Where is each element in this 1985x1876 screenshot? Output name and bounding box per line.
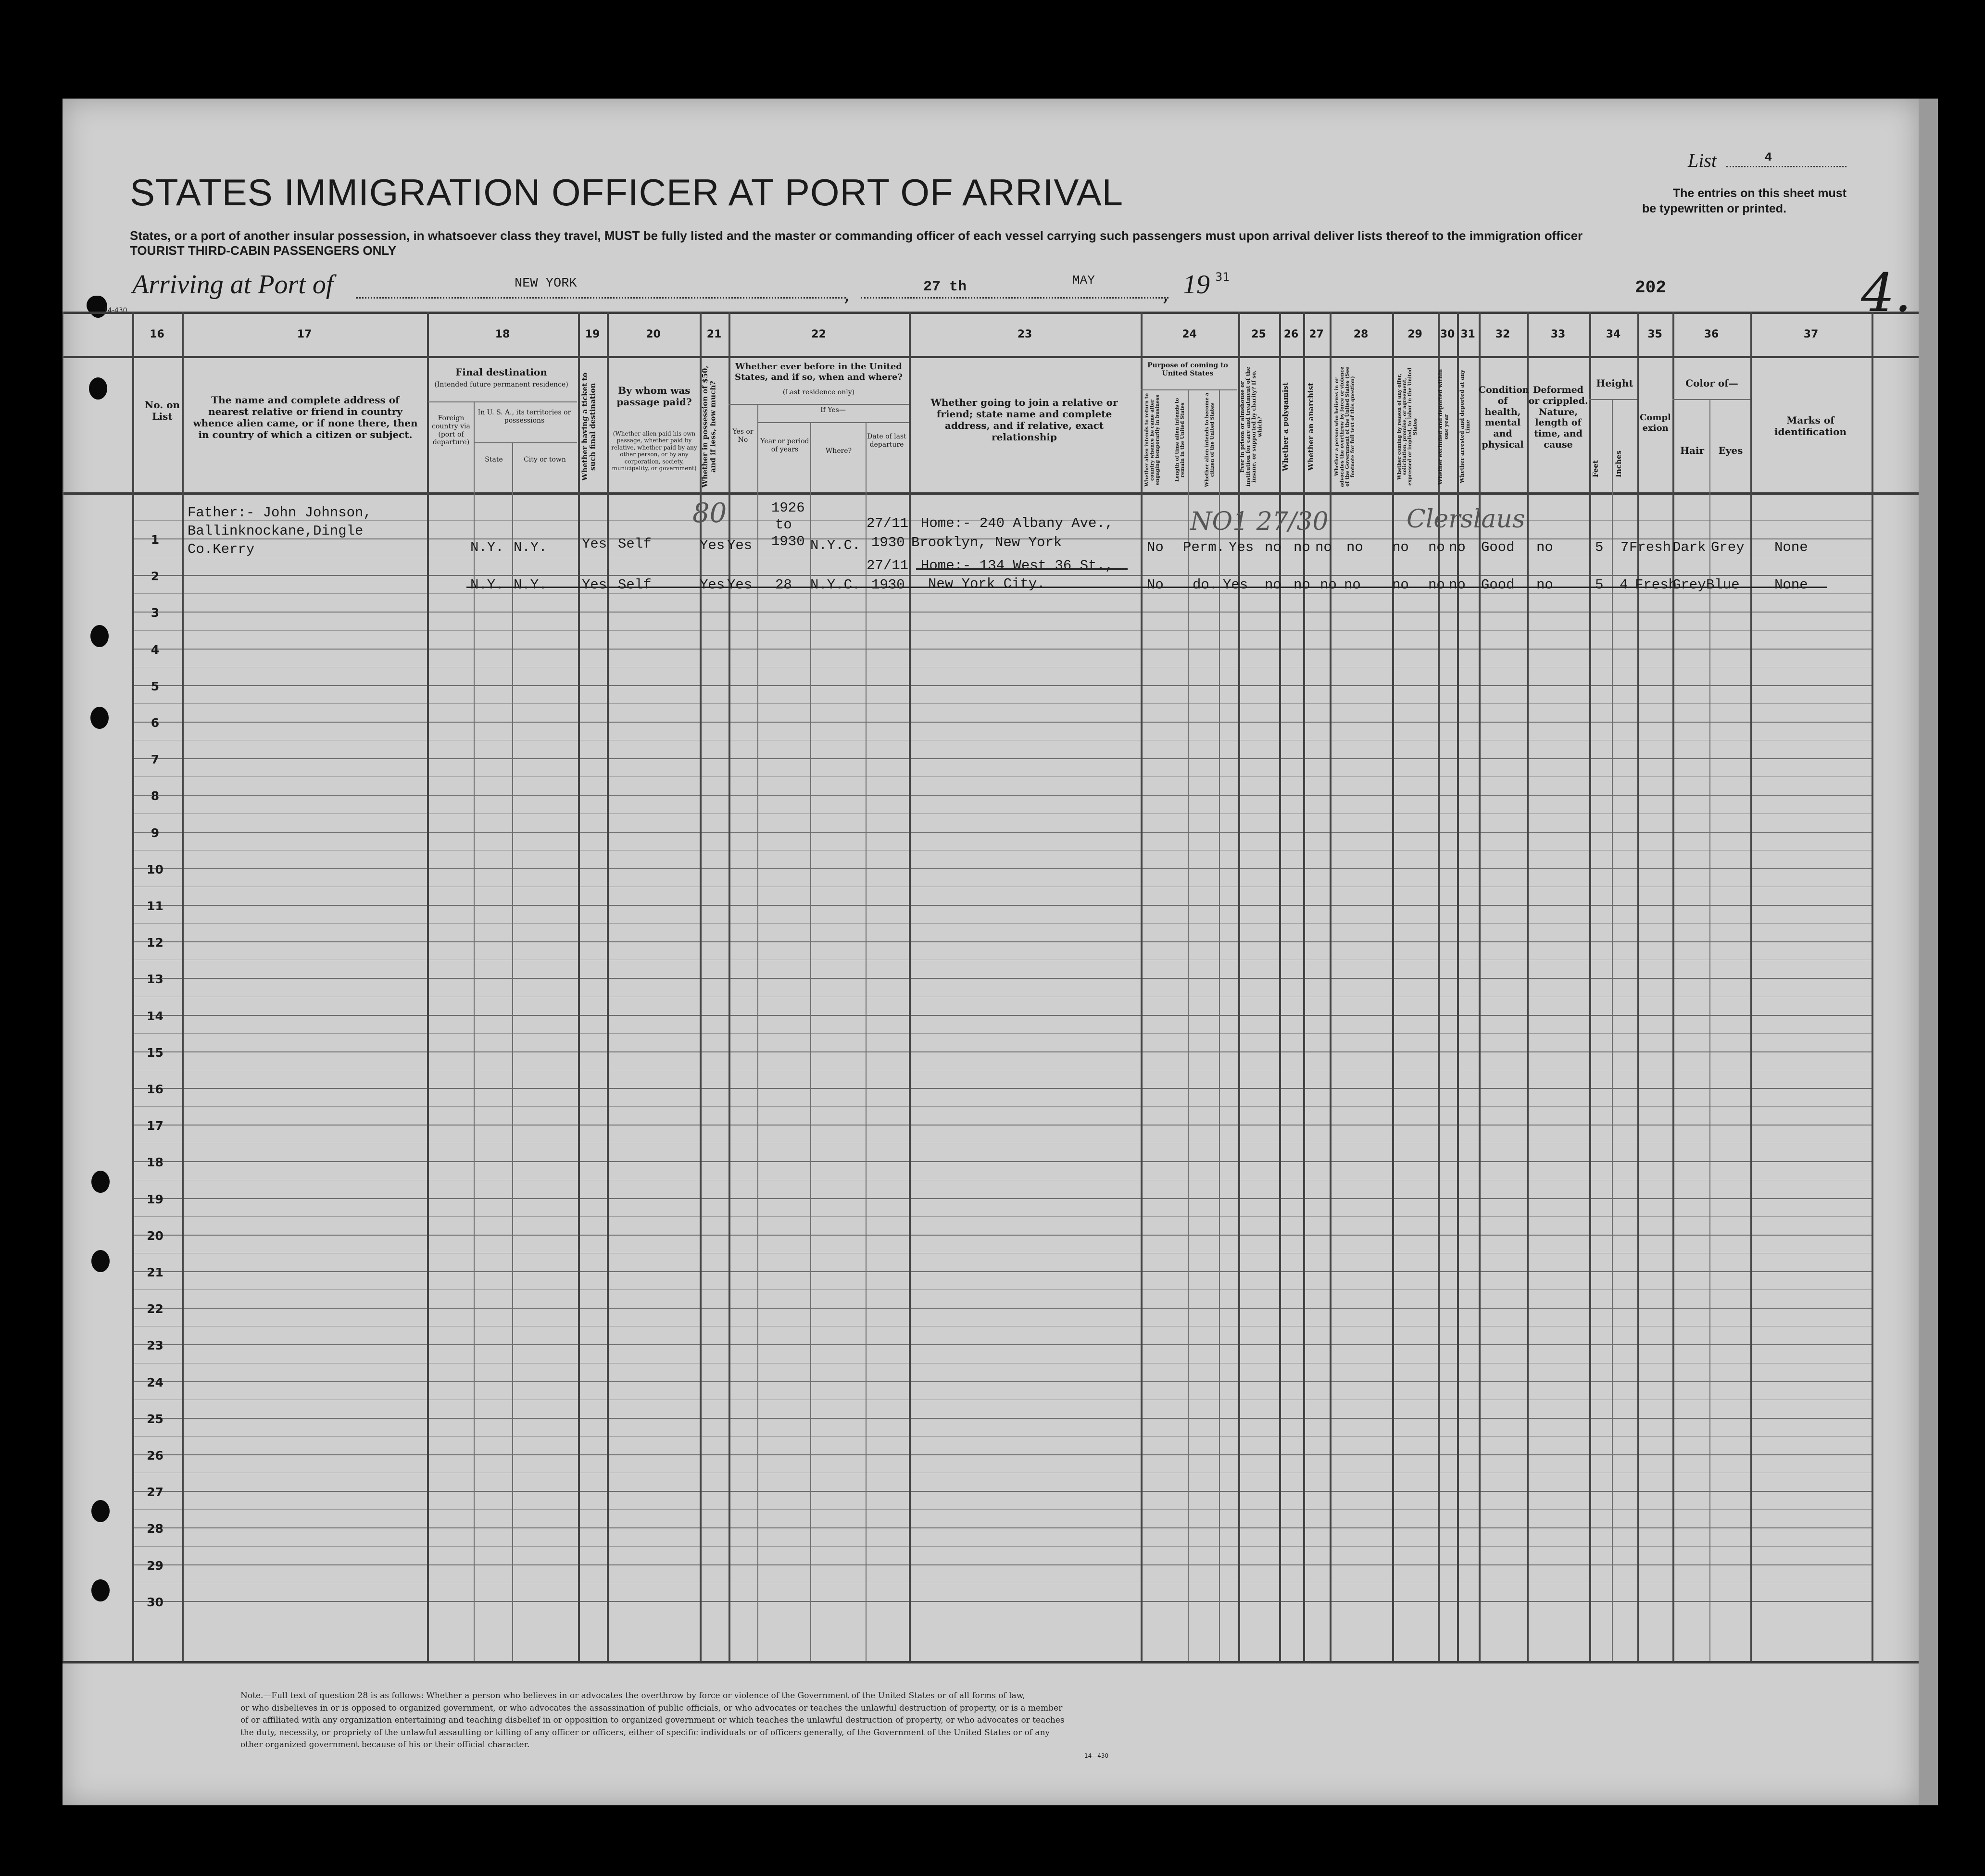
row1-city: N.Y. [514, 539, 547, 555]
row2-paid-by: Self [618, 577, 652, 593]
header-deported: Whether arrested and deported at any time [1459, 370, 1471, 484]
punch-hole [90, 707, 109, 729]
row1-period-end: 1930 [771, 534, 805, 550]
footnote-line: of or affiliated with any organization entertaining and teaching disbelief in or opposition to organized government or which teaches the unlawful destruction of property, or who advocates or teaches [240, 1715, 1065, 1725]
row1-date-stamp: NO1 27/30 [1190, 507, 1329, 536]
row-number: 14 [147, 1009, 163, 1023]
column-line [578, 312, 580, 1661]
year-suffix: 31 [1215, 270, 1230, 284]
column-line [1219, 389, 1220, 1661]
row1-inches: 7 [1621, 539, 1629, 555]
header-complexion: Complexion [1640, 413, 1671, 433]
column-line [1527, 312, 1529, 1661]
row-number: 10 [147, 863, 163, 876]
row-subrule [132, 1289, 1872, 1290]
punch-hole [90, 625, 109, 647]
column-line [1330, 312, 1332, 1661]
punch-hole [91, 1579, 110, 1601]
row-subrule [132, 813, 1872, 814]
punch-hole [91, 1250, 110, 1272]
row-rule [132, 1198, 1872, 1199]
footnote-code: 14—430 [1084, 1752, 1109, 1759]
rule [729, 404, 909, 405]
header-deformed: Deformed or crippled. Nature, length of time, and cause [1528, 385, 1588, 450]
row-number: 13 [147, 972, 163, 986]
row-number: 19 [147, 1192, 163, 1206]
year-prefix: 19 [1183, 270, 1210, 300]
paper-edge [1919, 99, 1938, 1805]
header-final-destination-note: (Intended future permanent residence) [434, 381, 568, 388]
header-height: Height [1596, 377, 1633, 389]
header-ticket: Whether having a ticket to such final destination [580, 372, 597, 481]
row1-before: Yes [727, 538, 753, 553]
row-rule [132, 685, 1872, 686]
row1-length: Perm. [1183, 539, 1225, 555]
row2-health: Good [1481, 577, 1515, 593]
port-name: NEW YORK [515, 276, 577, 291]
column-number: 32 [1495, 328, 1510, 340]
class-line: TOURIST THIRD-CABIN PASSENGERS ONLY [130, 243, 397, 258]
row-rule [132, 1491, 1872, 1492]
column-number: 30 [1440, 328, 1455, 340]
column-line [909, 312, 911, 1661]
row-subrule [132, 776, 1872, 777]
row1-health: Good [1481, 539, 1515, 555]
row1-complexion: Fresh [1629, 539, 1671, 555]
arriving-label: Arriving at Port of [132, 270, 334, 300]
row-number: 24 [147, 1376, 163, 1389]
header-state: State [485, 456, 503, 463]
row-rule [132, 868, 1872, 869]
row2-state: N.Y. [470, 577, 504, 593]
column-line [1141, 312, 1143, 1661]
row2-city: N.Y. [514, 577, 547, 593]
form-code: 14-430 [103, 307, 127, 314]
header-anarchist: Whether an anarchist [1307, 383, 1315, 471]
row-rule [132, 1125, 1872, 1126]
header-passage-paid-note: (Whether alien paid his own passage, whether paid by relative, whether paid by any other person, or by any corporation, society, municipality, or government) [611, 430, 697, 472]
header-where: Where? [825, 447, 852, 455]
row-number: 16 [147, 1082, 163, 1096]
column-line [427, 312, 429, 1661]
column-line [512, 442, 513, 1661]
row1-relative-line1: Father:- John Johnson, [188, 505, 372, 521]
header-if-yes: If Yes— [820, 406, 846, 414]
column-line [607, 312, 609, 1661]
header-city: City or town [524, 456, 566, 463]
row-rule [132, 1344, 1872, 1345]
manifest-sheet [63, 99, 1919, 1805]
column-line [132, 312, 134, 1661]
table-top-rule [63, 312, 1919, 314]
row2-excluded: no [1428, 577, 1445, 593]
row-rule [132, 1454, 1872, 1455]
header-relative: The name and complete address of nearest relative or friend in country whence alien came, or if none there, then in country of which a citizen or subject. [193, 394, 418, 440]
row2-marks: None [1774, 577, 1808, 593]
column-line [1637, 312, 1639, 1661]
column-line [729, 312, 730, 1661]
row1-relative-line2: Ballinknockane,Dingle [188, 523, 364, 539]
row-subrule [132, 1033, 1872, 1034]
header-yes-or-no: Yes or No [732, 428, 754, 444]
row-number: 4 [151, 643, 160, 657]
row2-deported: no [1449, 577, 1466, 593]
row1-period-to: to [775, 517, 792, 533]
header-purpose-return: Whether alien intends to return to country whence he came after engaging temporarily in business [1144, 393, 1160, 487]
punch-hole [91, 1171, 110, 1193]
row-rule [132, 1161, 1872, 1162]
row1-deported: no [1449, 539, 1466, 555]
row-subrule [132, 703, 1872, 704]
row2-period: 28 [775, 577, 792, 593]
row1-join-line2: Brooklyn, New York [911, 535, 1062, 550]
column-number: 26 [1283, 328, 1299, 340]
row-number: 7 [151, 752, 160, 766]
column-line [1612, 399, 1613, 1661]
column-number: 31 [1460, 328, 1475, 340]
row1-relative-line3: Co.Kerry [188, 541, 255, 557]
header-overthrow: Whether a person who believes in or advocates the overthrow by force or violence of the Government of the United States (See footnote for full text of this question) [1334, 366, 1356, 487]
list-number: 4 [1765, 151, 1772, 163]
column-line [1672, 312, 1674, 1661]
footnote-line: Note.—Full text of question 28 is as follows: Whether a person who believes in or advocates the overthrow by force or violence of the Government of the United States or of all forms of law, [240, 1691, 1025, 1701]
row2-where: N.Y.C. [810, 577, 861, 593]
column-number: 16 [150, 328, 164, 340]
header-prison: Ever in prison or almshouse or institution for care and treatment of the insane, or supported by charity? If so, which? [1239, 366, 1263, 487]
row2-prison: no [1265, 577, 1281, 593]
header-foreign-country: Foreign country via (port of departure) [432, 414, 470, 447]
row-rule [132, 649, 1872, 650]
row2-return: No [1147, 577, 1164, 593]
column-line [1589, 312, 1591, 1661]
rule [757, 422, 909, 423]
footnote [240, 1690, 1065, 1751]
row-rule [132, 1088, 1872, 1089]
header-final-destination: Final destination [455, 366, 547, 378]
row2-before: Yes [727, 577, 753, 593]
row-number: 2 [151, 569, 160, 583]
column-number: 23 [1017, 328, 1032, 340]
footnote-line: other organized government because of his or their official character. [240, 1740, 530, 1750]
row-number: 5 [151, 679, 160, 693]
row-rule [132, 1051, 1872, 1052]
row2-hair: Grey [1672, 577, 1706, 593]
column-number: 36 [1704, 328, 1719, 340]
column-number: 17 [297, 328, 312, 340]
row1-paid-by: Self [618, 536, 652, 552]
row1-ticket: Yes [582, 536, 607, 552]
punch-hole [91, 1500, 110, 1522]
list-number-line [1726, 166, 1847, 167]
row2-ticket: Yes [582, 577, 607, 593]
form-subtitle: States, or a port of another insular possession, in whatsoever class they travel, MUST be fully listed and the master or commanding officer of each vessel carrying such passengers must upon arrival deliver lists thereof to the immigration officer [130, 228, 1583, 243]
list-label: List [1688, 150, 1717, 171]
row-rule [132, 612, 1872, 613]
form-title: STATES IMMIGRATION OFFICER AT PORT OF ARRIVAL [130, 171, 1124, 213]
row2-fifty: Yes [700, 577, 725, 593]
row2-citizen: Yes [1223, 577, 1248, 593]
row2-anarchist: no [1320, 577, 1337, 593]
header-inches: Inches [1614, 450, 1623, 477]
row-rule [132, 1418, 1872, 1419]
column-number: 20 [646, 328, 661, 340]
row-number: 9 [151, 826, 160, 840]
header-date-last-departure: Date of last departure [867, 433, 906, 449]
column-number: 29 [1407, 328, 1422, 340]
row2-length: do. [1193, 577, 1218, 593]
column-line [810, 422, 811, 1661]
arrival-month: MAY [1072, 273, 1095, 288]
row-number: 29 [147, 1559, 163, 1573]
rule [1141, 389, 1237, 390]
header-no-on-list: No. on List [144, 399, 180, 422]
date-line [861, 297, 1168, 299]
row-rule [132, 832, 1872, 833]
row2-departure-date: 27/11 [867, 558, 909, 574]
row1-departure-year: 1930 [871, 535, 905, 550]
row-rule [132, 905, 1872, 906]
row-subrule [132, 630, 1872, 631]
table-bottom-rule [63, 1661, 1919, 1663]
row-number: 21 [147, 1265, 163, 1279]
row-number: 27 [147, 1485, 163, 1499]
column-number: 35 [1647, 328, 1662, 340]
row-rule [132, 1308, 1872, 1309]
column-number: 25 [1251, 328, 1266, 340]
row2-join-strikethrough [916, 568, 1128, 570]
row1-citizen: Yes [1229, 539, 1254, 555]
row1-eyes: Grey [1711, 539, 1745, 555]
row-number: 26 [147, 1449, 163, 1463]
row1-hair: Dark [1672, 539, 1706, 555]
row-rule [132, 1271, 1872, 1272]
column-number: 33 [1550, 328, 1566, 340]
row-subrule [132, 1546, 1872, 1547]
row-number: 11 [147, 899, 163, 913]
rule [474, 442, 577, 443]
row1-period-from: 1926 [771, 500, 805, 516]
handwritten-page-number: 4. [1861, 262, 1911, 324]
rule [1589, 399, 1637, 400]
header-fifty-dollars: Whether in possession of $50, and if less, how much? [701, 365, 717, 488]
row2-labor: no [1392, 577, 1409, 593]
row-rule [132, 1564, 1872, 1565]
row-rule [132, 758, 1872, 759]
row-rule [132, 1381, 1872, 1382]
row-number: 25 [147, 1412, 163, 1426]
rule [428, 401, 577, 402]
header-polygamist: Whether a polygamist [1281, 382, 1290, 471]
header-color-of: Color of— [1685, 377, 1738, 389]
header-hair: Hair [1680, 445, 1704, 456]
row-number: 12 [147, 936, 163, 950]
row-number: 20 [147, 1229, 163, 1243]
comma: , [1163, 284, 1169, 306]
instruction-line-1: The entries on this sheet must [1672, 187, 1847, 200]
arrival-day: 27 th [923, 279, 967, 295]
column-number: 27 [1309, 328, 1324, 340]
column-number: 21 [706, 328, 722, 340]
row2-overthrow: no [1344, 577, 1361, 593]
header-passage-paid: By whom was passage paid? [616, 385, 692, 408]
row-rule [132, 941, 1872, 942]
row2-complexion: Fresh [1635, 577, 1677, 593]
row-rule [132, 1235, 1872, 1236]
row2-eyes: Blue [1706, 577, 1740, 593]
row1-deformed: no [1536, 539, 1553, 555]
row1-overthrow: no [1346, 539, 1363, 555]
row-subrule [132, 923, 1872, 924]
footnote-line: or who disbelieves in or is opposed to organized government, or who advocates the assassination of public officials, or who advocates or teaches the unlawful destruction of property, or is a member [240, 1703, 1063, 1713]
row1-excluded: no [1428, 539, 1445, 555]
header-before-note: (Last residence only) [782, 388, 855, 396]
row1-join-line1: Home:- 240 Albany Ave., [921, 515, 1114, 531]
row-subrule [132, 593, 1872, 594]
column-number: 37 [1803, 328, 1819, 340]
column-line [1188, 389, 1189, 1661]
row2-join-line1: Home:- 134 West 36 St., [921, 558, 1114, 574]
column-number-rule [63, 356, 1919, 358]
port-line [356, 297, 846, 299]
row1-margin-note: 80 [692, 498, 727, 529]
header-feet: Feet [1591, 460, 1600, 477]
column-number: 22 [811, 328, 826, 340]
row-subrule [132, 1509, 1872, 1510]
row-number: 1 [151, 533, 160, 547]
page-number: 202 [1635, 278, 1666, 298]
column-number: 34 [1606, 328, 1621, 340]
punch-hole [89, 377, 107, 400]
row-subrule [132, 1216, 1872, 1217]
row1-state: N.Y. [470, 539, 504, 555]
header-marks: Marks of identification [1774, 414, 1847, 438]
comma: , [844, 284, 850, 306]
row1-clerk-initials: Clerslaus [1407, 505, 1525, 534]
header-bottom-rule [63, 492, 1919, 495]
row-number: 30 [147, 1595, 163, 1609]
row-number: 8 [151, 789, 160, 803]
instruction-line-2: be typewritten or printed. [1642, 202, 1787, 215]
row1-labor: no [1392, 539, 1409, 555]
header-health: Condition of health, mental and physical [1479, 385, 1529, 450]
row1-prison: no [1265, 539, 1281, 555]
row-number: 15 [147, 1046, 163, 1060]
row-number: 6 [151, 716, 160, 730]
row-number: 3 [151, 606, 160, 620]
row-number: 23 [147, 1338, 163, 1352]
row1-where: N.Y.C. [810, 538, 861, 553]
row1-return: No [1147, 539, 1164, 555]
row1-fifty: Yes [700, 538, 725, 553]
column-line [757, 404, 758, 1661]
column-line [1750, 312, 1752, 1661]
row-rule [132, 795, 1872, 796]
header-labor: Whether coming by reason of any offer, solicitation, promise, or agreement, expressed or implied, to labor in the United States [1397, 367, 1418, 486]
column-number: 28 [1353, 328, 1369, 340]
row-rule [132, 978, 1872, 979]
header-purpose-length: Length of time alien intends to remain in the United States [1175, 398, 1185, 482]
row2-strikethrough-right [1140, 587, 1827, 588]
row-rule [132, 722, 1872, 723]
header-in-usa: In U. S. A., its territories or possessions [477, 409, 571, 425]
row2-deformed: no [1536, 577, 1553, 593]
column-line [182, 312, 184, 1661]
row-subrule [132, 1436, 1872, 1437]
row1-departure-date: 27/11 [867, 515, 909, 531]
column-line [866, 422, 867, 1661]
row-rule [132, 1015, 1872, 1016]
header-purpose: Purpose of coming to United States [1147, 362, 1228, 377]
header-eyes: Eyes [1718, 445, 1743, 456]
footnote-line: the duty, necessity, or propriety of the unlawful assaulting or killing of any officer or officers, either of specific individuals or of officers generally, of the Government of the United States or of any [240, 1727, 1050, 1738]
row2-inches: 4 [1620, 577, 1628, 593]
row1-polygamist: no [1294, 539, 1310, 555]
row2-polygamist: no [1294, 577, 1310, 593]
row1-feet: 5 [1595, 539, 1604, 555]
row-rule [132, 1527, 1872, 1528]
row2-departure-year: 1930 [871, 577, 905, 593]
column-line [1392, 312, 1394, 1661]
header-period-of-years: Year or period of years [760, 438, 809, 453]
row-number: 18 [147, 1155, 163, 1169]
column-number: 18 [495, 328, 510, 340]
column-number: 24 [1182, 328, 1197, 340]
rule [1672, 399, 1750, 400]
header-join-relative: Whether going to join a relative or friend; state name and complete address, and if relative, exact relationship [930, 397, 1118, 443]
row2-join-line2: New York City. [928, 576, 1045, 592]
header-purpose-citizen: Whether alien intends to become a citizen of the United States [1205, 392, 1215, 488]
header-excluded: Whether excluded and deported within one year [1437, 369, 1450, 485]
column-number: 19 [585, 328, 600, 340]
row-number: 28 [147, 1522, 163, 1536]
row-subrule [132, 1106, 1872, 1107]
row1-marks: None [1774, 539, 1808, 555]
header-before-in-us: Whether ever before in the United States, and if so, when and where? [734, 362, 903, 382]
row-number: 17 [147, 1119, 163, 1133]
column-line [1872, 312, 1873, 1661]
row2-feet: 5 [1595, 577, 1604, 593]
row-number: 22 [147, 1302, 163, 1316]
row1-anarchist: no [1315, 539, 1332, 555]
row-rule [132, 1601, 1872, 1602]
